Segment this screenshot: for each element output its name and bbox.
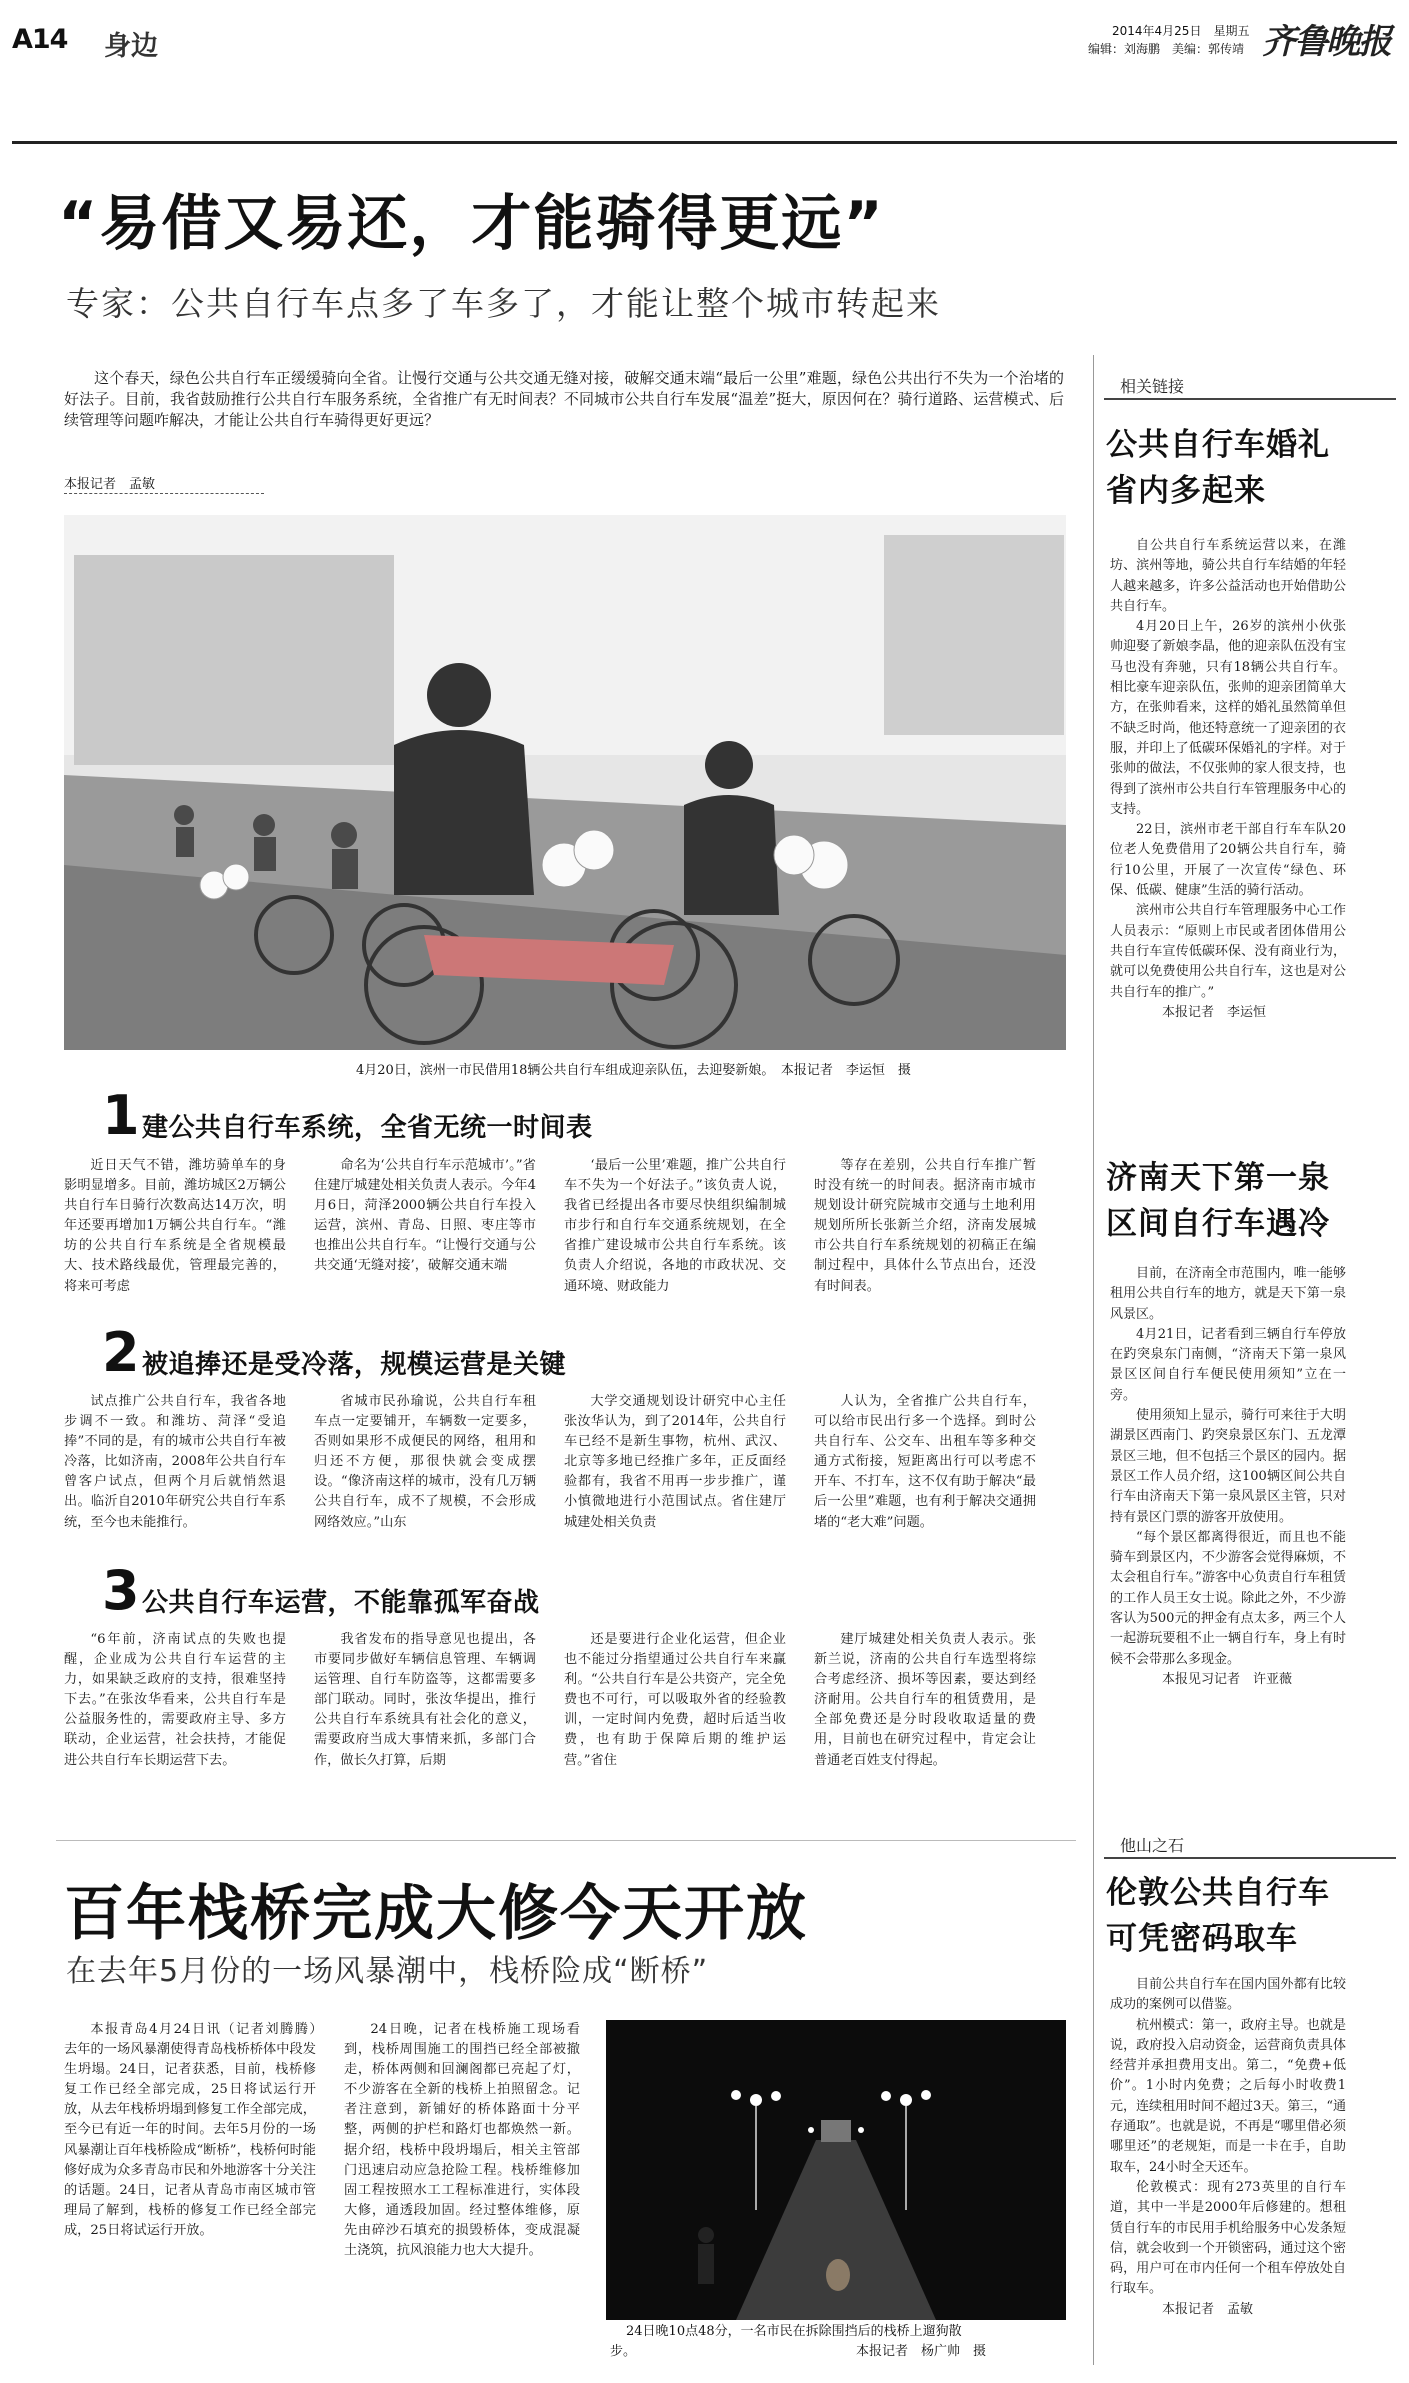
sidebar-story3-body <box>1110 1975 1346 2320</box>
pier-photo-caption-line1: 24日晚10点48分，一名市民在拆除围挡后的栈桥上遛狗散 <box>626 2324 962 2339</box>
sidebar-tag-other <box>1104 1829 1396 1859</box>
sidebar-divider <box>1093 355 1094 2365</box>
title-line: 省内多起来 <box>1106 473 1266 509</box>
story2-subhead: 在去年5月份的一场风暴潮中，栈桥险成“断桥” <box>66 1954 709 1989</box>
s2-col1: 试点推广公共自行车，我省各地步调不一致。和潍坊、菏泽“受追捧”不同的是，有的城市公共自行车被冷落，比如济南，2008年公共自行车曾客户试点，但两个月后就悄然退出。临沂自2010年研究公共自行车系统，至今也未能推行。 <box>64 1394 286 1530</box>
photo-illustration <box>64 515 1066 1050</box>
section-title-3: 公共自行车运营，不能靠孤军奋战 <box>142 1588 540 1618</box>
editors: 编辑：刘海鹏 美编：郭传靖 <box>1088 42 1245 56</box>
sidebar-tag-related <box>1104 370 1396 400</box>
paragraph: 目前公共自行车在国内国外都有比较成功的案例可以借鉴。 <box>1110 1977 1346 2013</box>
s1-col1: 近日天气不错，潍坊骑单车的身影明显增多。目前，潍坊城区2万辆公共自行车日骑行次数高达14万次，明年还要再增加1万辆公共自行车。“潍坊的公共自行车系统是全省规模最大、技术路线最优，管理最完善的，将来可考虑 <box>64 1158 286 1294</box>
s2-col3: 大学交通规划设计研究中心主任张汝华认为，到了2014年，公共自行车已经不是新生事物，杭州、武汉、北京等多地已经推广多年，正反面经验都有，我省不用再一步步推广，谨小慎微地进行小范围试点。省住建厅城建处相关负责 <box>564 1394 786 1530</box>
title-line: 可凭密码取车 <box>1106 1921 1298 1957</box>
paragraph: 杭州模式：第一，政府主导。也就是说，政府投入启动资金，运营商负责具体经营并承担费用支出。第二，“免费+低价”。1小时内免费；之后每小时收费1元，连续租用时间不超过3天。第三，“通存通取”。也就是说，不再是“哪里借必须哪里还”的老规矩，而是一卡在手，自助取车，24小时全天还车。 <box>1110 2017 1346 2175</box>
lead-subhead: 专家：公共自行车点多了车多了，才能让整个城市转起来 <box>66 284 941 323</box>
paragraph: 4月20日上午，26岁的滨州小伙张帅迎娶了新娘李晶，他的迎亲队伍没有宝马也没有奔驰，只有18辆公共自行车。相比豪车迎亲队伍，张帅的迎亲团简单大方，在张帅看来，这样的婚礼虽然简单但不缺乏时尚，他还特意统一了迎亲团的衣服，并印上了低碳环保婚礼的字样。对于张帅的做法，不仅张帅的家人很支持，也得到了滨州市公共自行车管理服务中心的支持。 <box>1110 619 1346 817</box>
section-number-3: 3 <box>102 1559 140 1622</box>
s3-col2: 我省发布的指导意见也提出，各市要同步做好车辆信息管理、车辆调运管理、自行车防盗等，这都需要多部门联动。同时，张汝华提出，推行公共自行车系统具有社会化的意义，需要政府当成大事情来抓，多部门合作，做长久打算，后期 <box>314 1632 536 1768</box>
s3-col1: “6年前，济南试点的失败也提醒，企业成为公共自行车运营的主力，如果缺乏政府的支持，很难坚持下去。”在张汝华看来，公共自行车是公益服务性的，需要政府主导、多方联动，企业运营，社会扶持，才能促进公共自行车长期运营下去。 <box>64 1632 286 1768</box>
pier-photo-caption-line2: 步。 <box>610 2344 637 2359</box>
lead-byline: 本报记者 孟敏 <box>64 477 156 492</box>
tag-label: 他山之石 <box>1120 1836 1185 1855</box>
sidebar-story1-body <box>1110 536 1346 1023</box>
byline: 本报记者 李运恒 <box>1162 1004 1267 1020</box>
byline: 本报记者 孟敏 <box>1162 2301 1254 2317</box>
section-title-2: 被追捧还是受冷落，规模运营是关键 <box>142 1350 567 1380</box>
lead-intro: 这个春天，绿色公共自行车正缓缓骑向全省。让慢行交通与公共交通无缝对接，破解交通末端“最后一公里”难题，绿色公共出行不失为一个治堵的好法子。目前，我省鼓励推行公共自行车服务系统，全省推广有无时间表？不同城市公共自行车发展“温差”挺大，原因何在？骑行道路、运营模式、后续管理等问题咋解决，才能让公共自行车骑得更好更远？ <box>64 369 1064 429</box>
section-number-2: 2 <box>102 1321 140 1384</box>
story-divider <box>56 1840 1076 1841</box>
s1-col3: ‘最后一公里’难题，推广公共自行车不失为一个好法子。”该负责人说，我省已经提出各市要尽快组织编制城市步行和自行车交通系统规划，在全省推广建设城市公共自行车系统。该负责人介绍说，各地的市政状况、交通环境、财政能力 <box>564 1158 786 1294</box>
paragraph: 滨州市公共自行车管理服务中心工作人员表示：“原则上市民或者团体借用公共自行车宣传低碳环保、没有商业行为，就可以免费使用公共自行车，这也是对公共自行车的推广。” <box>1110 903 1346 1000</box>
paragraph: “每个景区都离得很近，而且也不能骑车到景区内，不少游客会觉得麻烦，不太会租自行车。”游客中心负责自行车租赁的工作人员王女士说。除此之外，不少游客认为500元的押金有点太多，两三个人一起游玩要租不止一辆自行车，身上有时候不会带那么多现金。 <box>1110 1529 1346 1667</box>
issue-date: 2014年4月25日 星期五 <box>1112 24 1250 38</box>
sidebar-story2-title <box>1106 1155 1396 1247</box>
s3-col4: 建厅城建处相关负责人表示。张新兰说，济南的公共自行车选型将综合考虑经济、损坏等因素，要达到经济耐用。公共自行车的租赁费用，是全部免费还是分时段收取适量的费用，目前也在研究过程中，肯定会让普通老百姓支付得起。 <box>814 1632 1036 1768</box>
paragraph: 22日，滨州市老干部自行车车队20位老人免费借用了20辆公共自行车，骑行10公里，开展了一次宣传“绿色、环保、低碳、健康”生活的骑行活动。 <box>1110 822 1346 899</box>
section-name: 身边 <box>104 31 158 62</box>
page-number: A14 <box>12 24 68 55</box>
paragraph: 目前，在济南全市范围内，唯一能够租用公共自行车的地方，就是天下第一泉风景区。 <box>1110 1266 1346 1322</box>
masthead-logo: 齐鲁晚报 <box>1262 22 1390 62</box>
sidebar-story2-body <box>1110 1264 1346 1690</box>
title-line: 区间自行车遇冷 <box>1106 1206 1330 1242</box>
paragraph: 4月21日，记者看到三辆自行车停放在趵突泉东门南侧，“济南天下第一泉风景区区间自行车便民使用须知”立在一旁。 <box>1110 1326 1346 1403</box>
s3-col3: 还是要进行企业化运营，但企业也不能过分指望通过公共自行车来赢利。“公共自行车是公共资产，完全免费也不可行，可以吸取外省的经验教训，一定时间内免费，超时后适当收费，也有助于保障后期的维护运营。”省住 <box>564 1632 786 1768</box>
title-line: 济南天下第一泉 <box>1106 1160 1330 1196</box>
s1-col2: 命名为‘公共自行车示范城市’。”省住建厅城建处相关负责人表示。今年4月6日，菏泽2000辆公共自行车投入运营，滨州、青岛、日照、枣庄等市也推出公共自行车。“让慢行交通与公共交通‘无缝对接’，破解交通末端 <box>314 1158 536 1274</box>
story2-headline: 百年栈桥完成大修今天开放 <box>64 1879 808 1949</box>
pier-night-photo <box>606 2020 1066 2320</box>
pier-photo-byline: 本报记者 杨广帅 摄 <box>856 2344 987 2359</box>
s2-col4: 人认为，全省推广公共自行车，可以给市民出行多一个选择。到时公共自行车、公交车、出租车等多种交通方式衔接，短距离出行可以考虑不开车、不打车，这不仅有助于解决“最后一公里”难题，也有利于解决交通拥堵的“老大难”问题。 <box>814 1394 1036 1530</box>
s2-col2: 省城市民孙瑜说，公共自行车租车点一定要铺开，车辆数一定要多，否则如果形不成便民的网络，租用和归还不方便，那很快就会变成摆设。“像济南这样的城市，没有几万辆公共自行车，成不了规模，不会形成网络效应。”山东 <box>314 1394 536 1530</box>
title-line: 伦敦公共自行车 <box>1106 1875 1330 1911</box>
photo-illustration <box>606 2020 1066 2320</box>
paragraph: 自公共自行车系统运营以来，在潍坊、滨州等地，骑公共自行车结婚的年轻人越来越多，许多公益活动也开始借助公共自行车。 <box>1110 538 1346 614</box>
title-line: 公共自行车婚礼 <box>1106 427 1330 463</box>
lead-photo-caption: 4月20日，滨州一市民借用18辆公共自行车组成迎亲队伍，去迎娶新娘。 本报记者 李运恒 摄 <box>356 1063 911 1078</box>
section-number-1: 1 <box>102 1084 140 1147</box>
lead-headline: “易借又易还，才能骑得更远” <box>58 189 885 259</box>
story2-col2: 24日晚，记者在栈桥施工现场看到，栈桥周围施工的围挡已经全部被撤走，桥体两侧和回澜阁都已亮起了灯，不少游客在全新的栈桥上拍照留念。记者注意到，新铺好的桥体路面十分平整，两侧的护栏和路灯也都焕然一新。据介绍，栈桥中段坍塌后，相关主管部门迅速启动应急抢险工程。栈桥维修加固工程按照水工工程标准进行，实体段大修，通透段加固。经过整体维修，原先由碎沙石填充的损毁桥体，变成混凝土浇筑，抗风浪能力也大大提升。 <box>344 2022 580 2259</box>
section-title-1: 建公共自行车系统，全省无统一时间表 <box>142 1113 593 1143</box>
wedding-cyclists-photo <box>64 515 1066 1050</box>
paragraph: 使用须知上显示，骑行可来往于大明湖景区西南门、趵突泉景区东门、五龙潭景区三地，但不包括三个景区的园内。据景区工作人员介绍，这100辆区间公共自行车由济南天下第一泉风景区主管，只对持有景区门票的游客开放使用。 <box>1110 1408 1346 1525</box>
sidebar-story1-title <box>1106 422 1396 514</box>
sidebar-story3-title <box>1106 1870 1396 1962</box>
byline: 本报见习记者 许亚薇 <box>1162 1671 1293 1687</box>
story2-col1: 本报青岛4月24日讯（记者刘腾腾） 去年的一场风暴潮使得青岛栈桥桥体中段发生坍塌。24日，记者获悉，目前，栈桥修复工作已经全部完成，25日将试运行开放，从去年栈桥坍塌到修复工作全部完成，至今已有近一年的时间。去年5月份的一场风暴潮让百年栈桥险成“断桥”，栈桥何时能修好成为众多青岛市民和外地游客十分关注的话题。24日，记者从青岛市南区城市管理局了解到，栈桥的修复工作已经全部完成，25日将试运行开放。 <box>64 2022 330 2238</box>
header-rule <box>12 141 1397 144</box>
paragraph: 伦敦模式：现有273英里的自行车道，其中一半是2000年后修建的。想租赁自行车的市民用手机给服务中心发条短信，就会收到一个开锁密码，通过这个密码，用户可在市内任何一个租车停放处自行取车。 <box>1110 2179 1346 2297</box>
byline-rule <box>64 493 264 494</box>
tag-label: 相关链接 <box>1120 377 1185 396</box>
s1-col4: 等存在差别，公共自行车推广暂时没有统一的时间表。据济南市城市规划设计研究院城市交通与土地利用规划所所长张新兰介绍，济南发展城市公共自行车系统规划的初稿正在编制过程中，具体什么节点出台，还没有时间表。 <box>814 1158 1036 1294</box>
